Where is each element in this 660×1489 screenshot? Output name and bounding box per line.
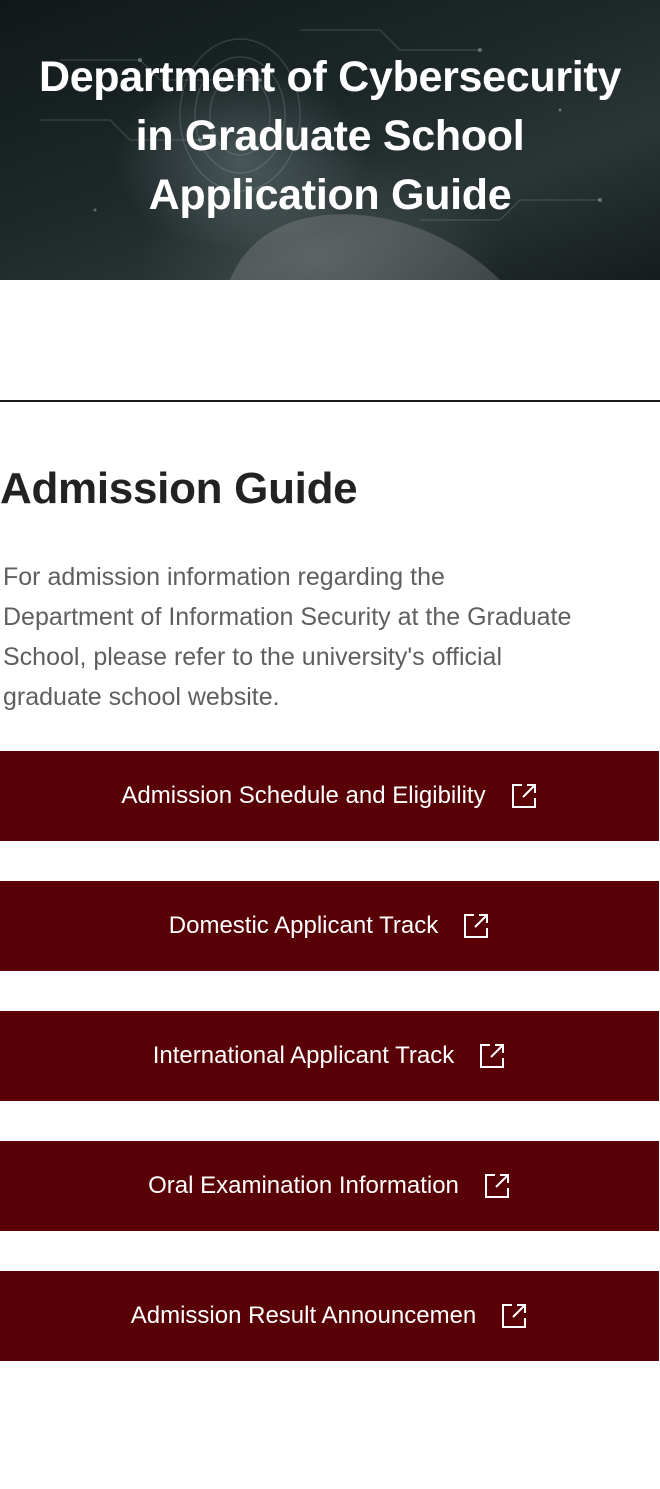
external-link-icon [510,782,538,810]
admission-guide-heading: Admission Guide [0,464,358,513]
button-label: Domestic Applicant Track [168,912,439,939]
external-link-icon [462,912,490,940]
button-label: Admission Result Announcemen [130,1302,477,1329]
admission-result-button[interactable] [0,1271,659,1361]
admission-schedule-button[interactable] [0,751,659,841]
hero-banner [0,0,660,280]
button-label: Admission Schedule and Eligibility [121,782,486,809]
button-label: International Applicant Track [152,1042,455,1069]
domestic-applicant-button[interactable] [0,881,659,971]
oral-examination-button[interactable] [0,1141,659,1231]
external-link-icon [478,1042,506,1070]
page-title: Department of Cybersecurity in Graduate School Application Guide [38,53,622,219]
international-applicant-button[interactable] [0,1011,659,1101]
admission-guide-description: For admission information regarding the Department of Information Security at the Graduate School, please refer to the university's official graduate school website. [3,563,572,711]
external-link-icon [500,1302,528,1330]
section-divider [0,400,660,402]
button-label: Oral Examination Information [148,1172,459,1199]
external-link-icon [483,1172,511,1200]
